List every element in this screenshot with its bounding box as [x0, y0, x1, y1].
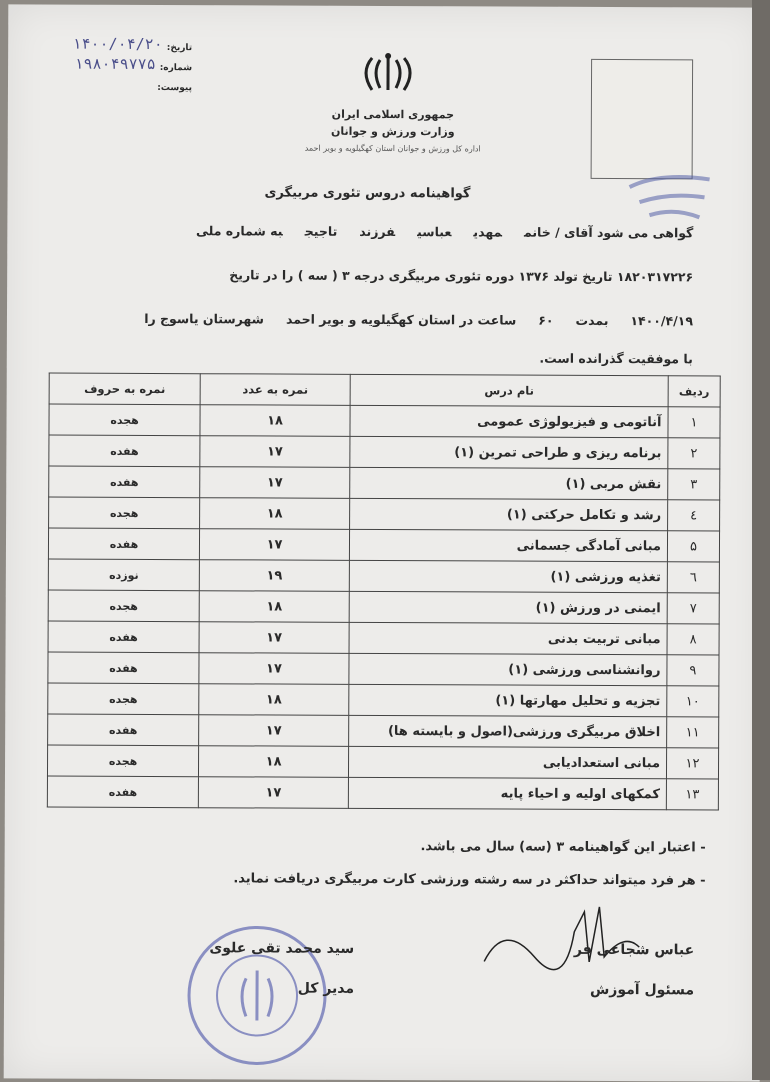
body-line-1	[196, 223, 693, 240]
body-line-4: با موفقیت گذرانده است.	[539, 350, 693, 367]
grade-words-cell: هفده	[47, 776, 198, 808]
table-row	[48, 590, 719, 624]
header-fields	[22, 32, 192, 93]
last-name: عباسی	[417, 224, 452, 240]
duration-label: بمدت	[575, 312, 609, 328]
course-name-cell: روانشناسی ورزشی (۱)	[349, 653, 667, 685]
grade-number-cell: ۱۸	[199, 591, 349, 623]
grade-number-cell: ۱۷	[199, 653, 349, 685]
table-header-row	[49, 373, 720, 407]
body-line-2: ۱۸۲۰۳۱۷۲۲۶ تاریخ تولد ۱۳۷۶ دوره تئوری مربیگری درجه ۳ ( سه ) را در تاریخ	[229, 267, 694, 285]
attachment-label: پیوست:	[157, 83, 193, 94]
row-number-cell: ۳	[668, 469, 720, 500]
table-row	[49, 466, 720, 500]
row-number-cell: ۸	[667, 624, 719, 655]
course-name-cell: مبانی تربیت بدنی	[349, 622, 667, 654]
blue-stamp-mark	[619, 167, 719, 227]
grade-words-cell: هجده	[47, 745, 198, 777]
course-name-cell: برنامه ریزی و طراحی تمرین (۱)	[350, 436, 668, 468]
org-country: جمهوری اسلامی ایران	[331, 107, 455, 122]
grade-number-cell: ۱۸	[200, 498, 350, 530]
table-row	[48, 621, 719, 655]
grade-number-cell: ۱۹	[199, 560, 349, 592]
org-department: اداره کل ورزش و جوانان استان کهگیلویه و بویر احمد	[304, 143, 481, 154]
grade-number-cell: ۱۸	[199, 684, 349, 716]
director-title: مدیر کل	[297, 980, 355, 997]
row-number-cell: ۲	[668, 438, 720, 469]
header-course-name: نام درس	[350, 374, 668, 406]
hours-value: ۶۰	[538, 312, 554, 328]
grades-table	[47, 373, 721, 811]
course-name-cell: ایمنی در ورزش (۱)	[349, 591, 667, 623]
national-id-label: به شماره ملی	[195, 223, 283, 239]
grade-number-cell: ۱۸	[200, 405, 350, 437]
course-name-cell: مبانی آمادگی جسمانی	[349, 529, 667, 561]
grade-words-cell: هفده	[48, 621, 199, 653]
table-row	[49, 404, 720, 438]
course-name-cell: کمکهای اولیه و احیاء پایه	[348, 777, 666, 809]
course-name-cell: نقش مربی (۱)	[350, 467, 668, 499]
row-number-cell: ۱۱	[667, 717, 719, 748]
grade-words-cell: هفده	[48, 528, 199, 560]
number-label: شماره:	[159, 63, 193, 74]
table-row	[49, 435, 720, 469]
iran-emblem-icon	[358, 50, 418, 94]
education-officer-title: مسئول آموزش	[589, 981, 695, 999]
grade-words-cell: نوزده	[48, 559, 199, 591]
header-grade-words: نمره به حروف	[49, 373, 200, 405]
table-row	[47, 745, 718, 779]
course-date: ۱۴۰۰/۴/۱۹	[630, 313, 694, 329]
table-row	[48, 714, 719, 748]
first-name: مهدی	[473, 224, 503, 240]
body-line-3	[144, 311, 693, 328]
note-validity: - اعتبار این گواهینامه ۳ (سه) سال می باشد.	[420, 839, 706, 856]
header-row-number: ردیف	[668, 376, 720, 407]
table-row	[48, 652, 719, 686]
table-row	[48, 559, 719, 593]
education-officer-name: عباس شجاعی فر	[573, 941, 695, 959]
table-row	[47, 776, 718, 810]
grade-words-cell: هجده	[48, 683, 199, 715]
province-text: ساعت در استان کهگیلویه و بویر احمد	[285, 311, 517, 328]
note-limit: - هر فرد میتواند حداکثر در سه رشته ورزشی کارت مربیگری دریافت نماید.	[233, 871, 706, 889]
course-name-cell: رشد و تکامل حرکتی (۱)	[350, 498, 668, 530]
grade-number-cell: ۱۷	[200, 436, 350, 468]
date-label: تاریخ:	[166, 43, 193, 54]
certify-text: گواهی می شود آقای / خانم	[523, 224, 694, 241]
table-row	[48, 683, 719, 717]
grade-number-cell: ۱۷	[199, 715, 349, 747]
grade-words-cell: هفده	[48, 714, 199, 746]
director-name: سید محمد تقی علوی	[209, 940, 355, 957]
organization-block	[248, 105, 538, 157]
row-number-cell: ۱۳	[666, 779, 718, 810]
grade-words-cell: هجده	[49, 497, 200, 529]
header-grade-number: نمره به عدد	[200, 374, 350, 406]
father-name: تاجیج	[304, 223, 338, 239]
org-ministry: وزارت ورزش و جوانان	[330, 124, 455, 139]
row-number-cell: ٤	[668, 500, 720, 531]
signature-director	[124, 935, 354, 1016]
certificate-paper	[4, 4, 765, 1081]
course-name-cell: آناتومی و فیزیولوژی عمومی	[350, 405, 668, 437]
row-number-cell: ۱۰	[667, 686, 719, 717]
row-number-cell: ۱	[668, 407, 720, 438]
document-title: گواهینامه دروس تئوری مربیگری	[264, 185, 471, 202]
signature-education	[524, 937, 694, 1018]
table-row	[49, 497, 720, 531]
table-row	[48, 528, 719, 562]
grade-number-cell: ۱۷	[200, 467, 350, 499]
grade-words-cell: هفده	[49, 466, 200, 498]
paper-edge-shadow	[752, 0, 770, 1080]
grade-number-cell: ۱۷	[198, 777, 348, 809]
child-of-label: فرزند	[359, 223, 396, 240]
row-number-cell: ۹	[667, 655, 719, 686]
grade-number-cell: ۱۸	[199, 746, 349, 778]
grade-words-cell: هفده	[48, 652, 199, 684]
grade-words-cell: هفده	[49, 435, 200, 467]
date-value: ۱۴۰۰/۰۴/۲۰	[72, 34, 163, 54]
grade-number-cell: ۱۷	[199, 529, 349, 561]
grade-words-cell: هجده	[48, 590, 199, 622]
row-number-cell: ۵	[667, 531, 719, 562]
row-number-cell: ۱۲	[666, 748, 718, 779]
course-name-cell: تغذیه ورزشی (۱)	[349, 560, 667, 592]
course-name-cell: مبانی استعدادیابی	[349, 746, 667, 778]
course-name-cell: اخلاق مربیگری ورزشی(اصول و بایسته ها)	[349, 715, 667, 747]
grade-number-cell: ۱۷	[199, 622, 349, 654]
row-number-cell: ٦	[667, 562, 719, 593]
grade-words-cell: هجده	[49, 404, 200, 436]
row-number-cell: ۷	[667, 593, 719, 624]
photo-placeholder	[591, 59, 694, 179]
city-text: شهرستان یاسوج را	[144, 310, 265, 327]
number-value: ۱۹۸۰۴۹۷۷۵	[74, 54, 156, 73]
course-name-cell: تجزیه و تحلیل مهارتها (۱)	[349, 684, 667, 716]
